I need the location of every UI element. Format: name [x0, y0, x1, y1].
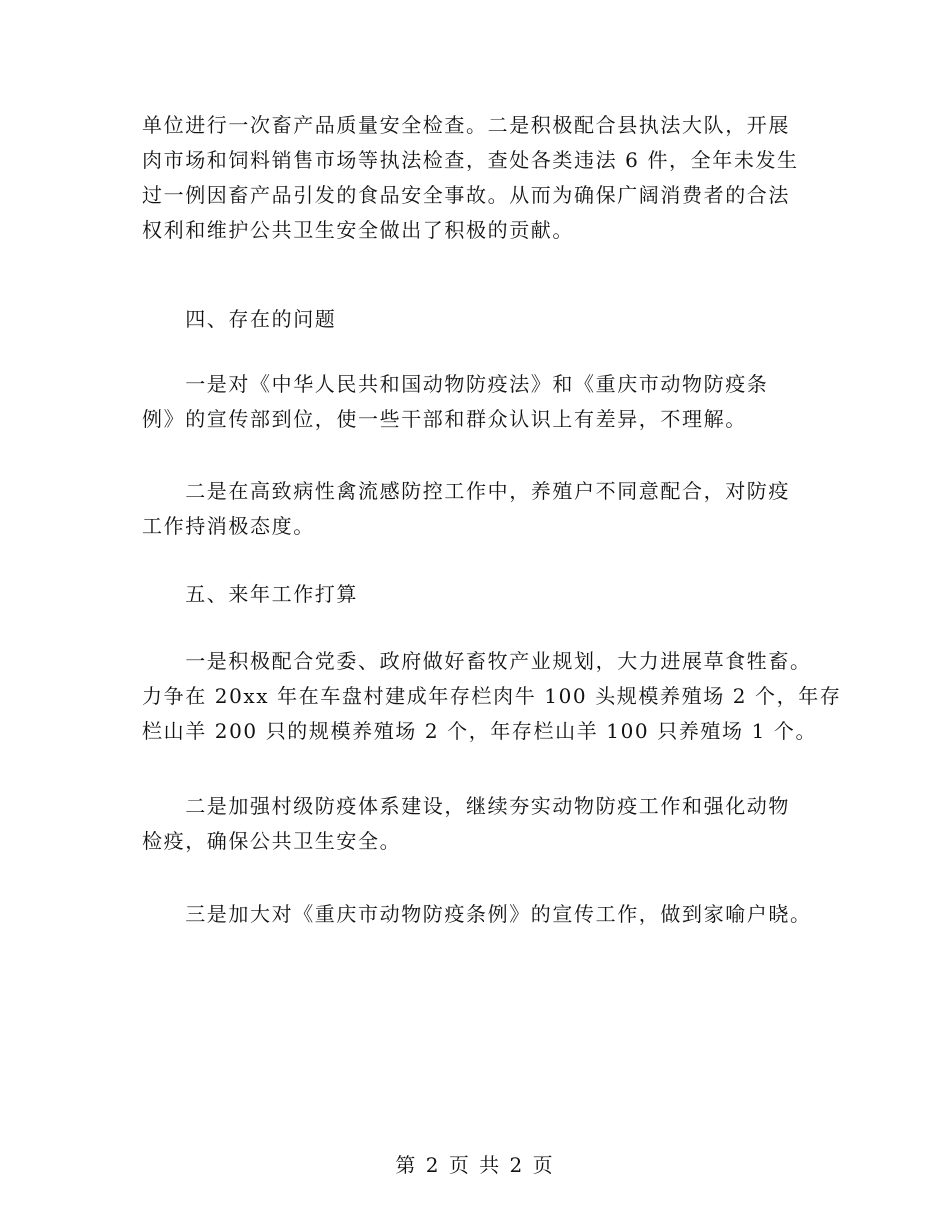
text-line: 检疫，确保公共卫生安全。 — [142, 829, 402, 853]
text-line: 单位进行一次畜产品质量安全检查。二是积极配合县执法大队，开展 — [142, 113, 790, 137]
text-line: 一是积极配合党委、政府做好畜牧产业规划，大力进展草食牲畜。 — [142, 649, 812, 673]
text-line: 过一例因畜产品引发的食品安全事故。从而为确保广阔消费者的合法 — [142, 183, 790, 207]
heading-line: 五、来年工作打算 — [142, 582, 358, 606]
text-line: 一是对《中华人民共和国动物防疫法》和《重庆市动物防疫条 — [142, 372, 769, 396]
text-line: 工作持消极态度。 — [142, 514, 315, 538]
paragraph-inspection-results — [142, 108, 807, 248]
text-line: 二是加强村级防疫体系建设，继续夯实动物防疫工作和强化动物 — [142, 794, 790, 818]
heading-line: 四、存在的问题 — [142, 307, 337, 331]
text-line: 三是加大对《重庆市动物防疫条例》的宣传工作，做到家喻户晓。 — [142, 902, 812, 926]
section-heading-problems — [142, 302, 807, 337]
paragraph-problem-two — [142, 474, 807, 544]
paragraph-problem-one — [142, 367, 807, 437]
text-line: 栏山羊 200 只的规模养殖场 2 个，年存栏山羊 100 只养殖场 1 个。 — [142, 719, 818, 743]
text-line: 权利和维护公共卫生安全做出了积极的贡献。 — [142, 218, 574, 242]
page-number-footer: 第 2 页 共 2 页 — [395, 1153, 555, 1177]
section-heading-next-year-plan — [142, 577, 807, 612]
text-line: 肉市场和饲料销售市场等执法检查，查处各类违法 6 件，全年未发生 — [142, 148, 799, 172]
text-line: 例》的宣传部到位，使一些干部和群众认识上有差异，不理解。 — [142, 407, 747, 431]
text-line: 力争在 20xx 年在车盘村建成年存栏肉牛 100 头规模养殖场 2 个，年存 — [142, 684, 842, 708]
paragraph-plan-one — [142, 644, 842, 749]
text-line: 二是在高致病性禽流感防控工作中，养殖户不同意配合，对防疫 — [142, 479, 790, 503]
paragraph-plan-three — [142, 897, 812, 932]
paragraph-plan-two — [142, 789, 807, 859]
